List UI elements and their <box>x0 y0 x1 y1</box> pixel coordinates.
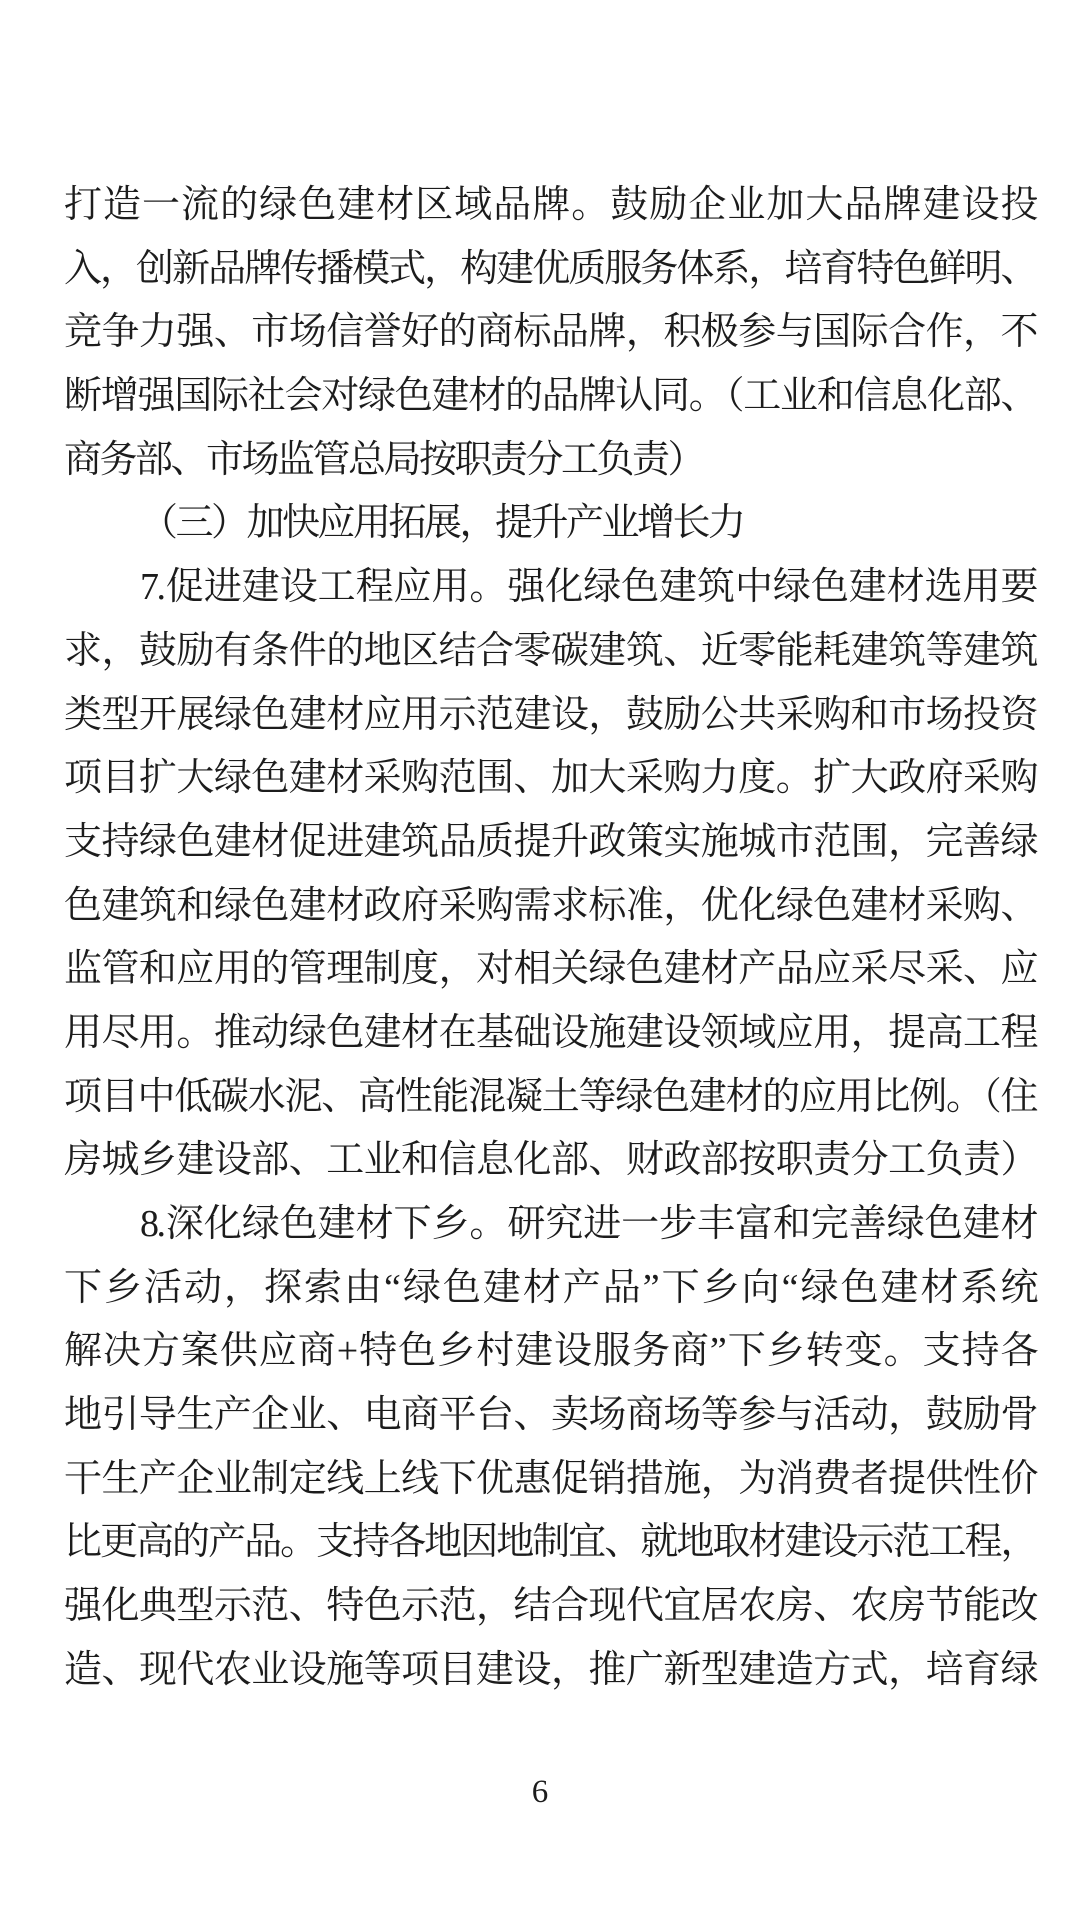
text-line: 用尽用。推动绿色建材在基础设施建设领域应用，提高工程 <box>64 1011 1036 1054</box>
text-line: 干生产企业制定线上线下优惠促销措施，为消费者提供性价 <box>64 1457 1036 1500</box>
text-line: 项目扩大绿色建材采购范围、加大采购力度。扩大政府采购 <box>64 757 1036 800</box>
text-line: 求，鼓励有条件的地区结合零碳建筑、近零能耗建筑等建筑 <box>64 629 1036 672</box>
section-heading: （三）加快应用拓展，提升产业增长力 <box>140 502 744 545</box>
text-line: 入，创新品牌传播模式，构建优质服务体系，培育特色鲜明、 <box>64 247 1036 290</box>
text-line: 7.促进建设工程应用。强化绿色建筑中绿色建材选用要 <box>140 566 1036 609</box>
text-line: 8.深化绿色建材下乡。研究进一步丰富和完善绿色建材 <box>140 1203 1036 1245</box>
document-body <box>64 174 1036 1703</box>
text-line: 房城乡建设部、工业和信息化部、财政部按职责分工负责） <box>64 1139 1036 1182</box>
text-line: 商务部、市场监管总局按职责分工负责） <box>64 438 704 481</box>
text-line: 色建筑和绿色建材政府采购需求标准，优化绿色建材采购、 <box>64 884 1036 927</box>
text-line: 造、现代农业设施等项目建设，推广新型建造方式，培育绿 <box>64 1648 1036 1691</box>
text-line: 监管和应用的管理制度，对相关绿色建材产品应采尽采、应 <box>64 948 1036 991</box>
text-line: 项目中低碳水泥、高性能混凝土等绿色建材的应用比例。（住 <box>64 1075 1036 1118</box>
text-line: 打造一流的绿色建材区域品牌。鼓励企业加大品牌建设投 <box>64 184 1036 226</box>
page-number: 6 <box>531 1774 549 1810</box>
text-line: 比更高的产品。支持各地因地制宜、就地取材建设示范工程， <box>64 1521 1036 1564</box>
text-line: 断增强国际社会对绿色建材的品牌认同。（工业和信息化部、 <box>64 375 1036 418</box>
text-line: 强化典型示范、特色示范，结合现代宜居农房、农房节能改 <box>64 1585 1036 1628</box>
text-line: 地引导生产企业、电商平台、卖场商场等参与活动，鼓励骨 <box>64 1394 1036 1437</box>
text-line: 类型开展绿色建材应用示范建设，鼓励公共采购和市场投资 <box>64 693 1036 736</box>
text-line: 下乡活动，探索由“绿色建材产品”下乡向“绿色建材系统 <box>64 1266 1036 1309</box>
text-line: 竞争力强、市场信誉好的商标品牌，积极参与国际合作，不 <box>64 311 1036 354</box>
text-line: 解决方案供应商+特色乡村建设服务商”下乡转变。支持各 <box>64 1330 1036 1373</box>
text-line: 支持绿色建材促进建筑品质提升政策实施城市范围，完善绿 <box>64 820 1036 863</box>
